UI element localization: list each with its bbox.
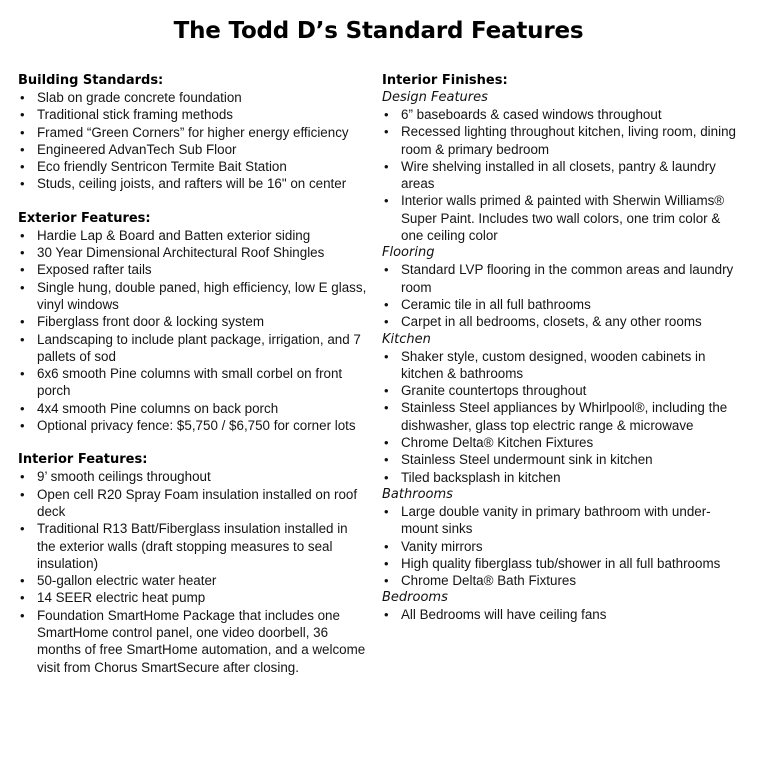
list-item: • 6” baseboards & cased windows throughout — [382, 106, 742, 123]
bedrooms-list — [382, 606, 742, 623]
interior-features-list — [18, 468, 368, 676]
list-item: • Vanity mirrors — [382, 538, 742, 555]
exterior-features-list — [18, 227, 368, 435]
interior-finishes-heading: Interior Finishes: — [382, 73, 508, 88]
bathrooms-list — [382, 503, 742, 589]
list-item: • 6x6 smooth Pine columns with small corbel on front porch — [18, 365, 368, 400]
bedrooms-subheading: Bedrooms — [382, 590, 448, 606]
list-item: • Optional privacy fence: $5,750 / $6,750 for corner lots — [18, 417, 368, 434]
list-item: • Hardie Lap & Board and Batten exterior siding — [18, 227, 368, 244]
list-item: • Fiberglass front door & locking system — [18, 313, 368, 330]
list-item: • Engineered AdvanTech Sub Floor — [18, 141, 368, 158]
list-item: • 50-gallon electric water heater — [18, 572, 368, 589]
list-item: • Slab on grade concrete foundation — [18, 89, 368, 106]
list-item: • 9’ smooth ceilings throughout — [18, 468, 368, 485]
list-item: • Carpet in all bedrooms, closets, & any other rooms — [382, 313, 742, 330]
page-title: The Todd D’s Standard Features — [173, 18, 584, 44]
list-item: • 30 Year Dimensional Architectural Roof Shingles — [18, 244, 368, 261]
list-item: • Chrome Delta® Kitchen Fixtures — [382, 434, 742, 451]
list-item: • Ceramic tile in all full bathrooms — [382, 296, 742, 313]
exterior-features-heading: Exterior Features: — [18, 210, 151, 226]
list-item: • Stainless Steel undermount sink in kitchen — [382, 451, 742, 468]
list-item: • High quality fiberglass tub/shower in all full bathrooms — [382, 555, 742, 572]
building-standards-list — [18, 89, 368, 193]
list-item: • Foundation SmartHome Package that includes one SmartHome control panel, one video doorbell, 36 months of free SmartHome automation, and a welcome visit from Chorus SmartSecure after closing. — [18, 607, 368, 676]
list-item: • Recessed lighting throughout kitchen, living room, dining room & primary bedroom — [382, 123, 742, 158]
list-item: • Open cell R20 Spray Foam insulation installed on roof deck — [18, 486, 368, 521]
list-item: • Wire shelving installed in all closets, pantry & laundry areas — [382, 158, 742, 193]
flooring-list — [382, 261, 742, 330]
list-item: • Landscaping to include plant package, irrigation, and 7 pallets of sod — [18, 331, 368, 366]
design-features-subheading: Design Features — [382, 90, 488, 105]
design-features-list — [382, 106, 742, 244]
list-item: • 4x4 smooth Pine columns on back porch — [18, 400, 368, 417]
list-item: • Shaker style, custom designed, wooden cabinets in kitchen & bathrooms — [382, 348, 742, 383]
list-item: • Standard LVP flooring in the common areas and laundry room — [382, 261, 742, 296]
list-item: • Large double vanity in primary bathroom with under-mount sinks — [382, 503, 742, 538]
list-item: • Single hung, double paned, high efficiency, low E glass, vinyl windows — [18, 279, 368, 314]
bathrooms-subheading: Bathrooms — [382, 486, 453, 502]
list-item: • Stainless Steel appliances by Whirlpool®, including the dishwasher, glass top electric range & microwave — [382, 399, 742, 434]
list-item: • Traditional stick framing methods — [18, 106, 368, 123]
kitchen-subheading: Kitchen — [382, 331, 431, 347]
right-column — [382, 72, 742, 624]
left-column — [18, 72, 368, 676]
list-item: • Traditional R13 Batt/Fiberglass insulation installed in the exterior walls (draft stopping measures to seal insulation) — [18, 520, 368, 572]
interior-features-heading: Interior Features: — [18, 452, 148, 468]
list-item: • 14 SEER electric heat pump — [18, 589, 368, 606]
list-item: • Granite countertops throughout — [382, 382, 742, 399]
list-item: • Interior walls primed & painted with Sherwin Williams® Super Paint. Includes two wall colors, one trim color & one ceiling color — [382, 192, 742, 244]
list-item: • Studs, ceiling joists, and rafters will be 16" on center — [18, 175, 368, 192]
list-item: • Tiled backsplash in kitchen — [382, 469, 742, 486]
building-standards-heading: Building Standards: — [18, 73, 164, 88]
list-item: • All Bedrooms will have ceiling fans — [382, 606, 742, 623]
flooring-subheading: Flooring — [382, 245, 435, 261]
list-item: • Exposed rafter tails — [18, 261, 368, 278]
list-item: • Chrome Delta® Bath Fixtures — [382, 572, 742, 589]
list-item: • Framed “Green Corners” for higher energy efficiency — [18, 124, 368, 141]
kitchen-list — [382, 348, 742, 486]
list-item: • Eco friendly Sentricon Termite Bait Station — [18, 158, 368, 175]
